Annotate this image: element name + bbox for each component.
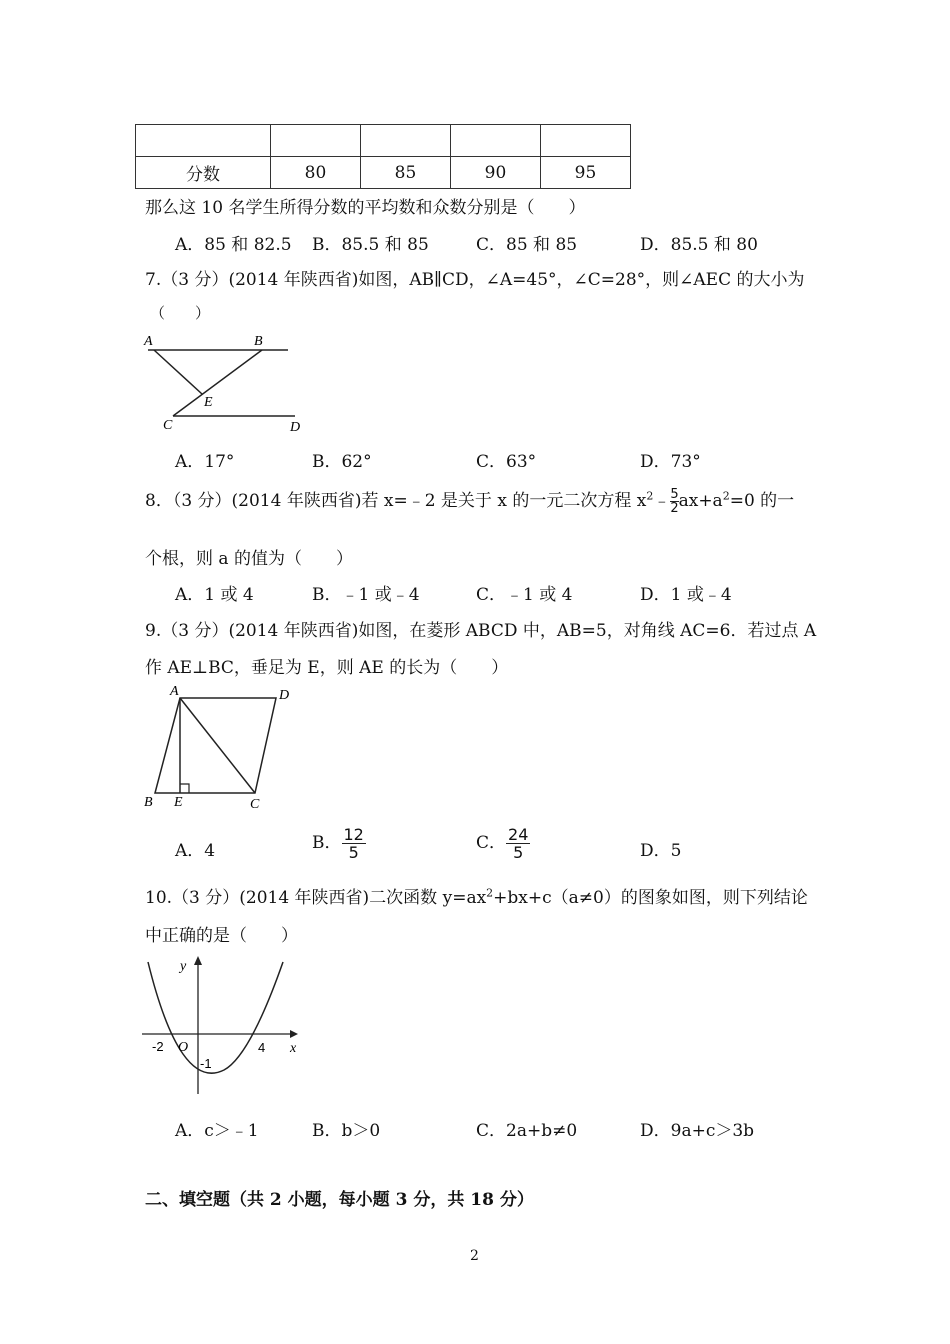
parabola-curve (148, 962, 283, 1073)
x-axis-arrow (290, 1030, 298, 1038)
label-x: x (290, 1041, 297, 1056)
table-cell: 95 (541, 157, 631, 189)
label-a: A (144, 334, 153, 349)
q9-figure (140, 682, 300, 812)
q7-option-b: B．62° (312, 452, 372, 472)
label-d: D (279, 688, 290, 703)
rhombus-abcd (155, 698, 276, 793)
score-table (135, 124, 631, 189)
q9-option-c-prefix: C． (476, 833, 507, 853)
label-neg2: -2 (152, 1039, 164, 1054)
q6-option-c: C．85 和 85 (476, 235, 578, 255)
line-ae (154, 350, 202, 394)
q10-option-c: C．2a+b≠0 (476, 1121, 578, 1141)
label-b: B (254, 334, 263, 349)
q8-frac-den: 2 (670, 501, 679, 516)
q10-stem-cont: 中正确的是（ ） (145, 926, 298, 946)
label-4: 4 (258, 1040, 266, 1055)
label-c: C (163, 418, 173, 433)
q7-option-d: D．73° (640, 452, 701, 472)
q10-stem-post: +bx+c（a≠0）的图象如图，则下列结论 (493, 888, 808, 908)
q7-stem: 7.（3 分）(2014 年陕西省)如图，AB∥CD，∠A=45°，∠C=28°，则∠AEC 的大小为 (145, 270, 805, 290)
q10-sup: 2 (486, 886, 494, 900)
q7-option-c: C．63° (476, 452, 537, 472)
label-y: y (180, 959, 187, 974)
q9-option-c (476, 826, 530, 861)
q8-option-c: C．﹣1 或 4 (476, 585, 573, 605)
label-neg1: -1 (200, 1056, 212, 1071)
table-cell (541, 125, 631, 157)
table-cell (271, 125, 361, 157)
q6-text: 那么这 10 名学生所得分数的平均数和众数分别是（ ） (145, 198, 586, 218)
q8-stem-post: =0 的一 (729, 491, 795, 511)
q8-option-a: A．1 或 4 (175, 585, 254, 605)
q6-option-d: D．85.5 和 80 (640, 235, 758, 255)
q10-figure (140, 952, 310, 1102)
label-e: E (204, 395, 213, 410)
q9-option-a: A．4 (175, 841, 216, 861)
line-bc (173, 350, 262, 416)
page-number: 2 (470, 1248, 479, 1264)
table-cell: 90 (451, 157, 541, 189)
q8-sup1: 2 (646, 489, 654, 503)
table-cell: 80 (271, 157, 361, 189)
table-header-row (136, 125, 631, 157)
label-e: E (174, 795, 183, 810)
label-a: A (170, 684, 179, 699)
label-d: D (290, 420, 301, 435)
label-c: C (250, 797, 260, 812)
q8-stem-cont: 个根，则 a 的值为（ ） (145, 549, 353, 569)
table-cell (136, 125, 271, 157)
section-heading: 二、填空题（共 2 小题，每小题 3 分，共 18 分） (145, 1190, 534, 1210)
q7-stem-cont: （ ） (150, 304, 211, 322)
q8-fraction (670, 488, 678, 515)
frac-numerator: 12 (343, 825, 364, 844)
q7-option-a: A．17° (175, 452, 235, 472)
q8-sup2: 2 (722, 489, 730, 503)
q8-minus: ﹣ (653, 491, 671, 511)
q10-option-d: D．9a+c＞3b (640, 1121, 755, 1141)
q8-stem-pre: 8．（3 分）(2014 年陕西省)若 x=﹣2 是关于 x 的一元二次方程 x (145, 491, 647, 511)
q9-option-b-fraction (342, 826, 366, 861)
y-axis-arrow (194, 956, 202, 965)
q10-option-a: A．c＞﹣1 (175, 1121, 259, 1141)
q7-figure (140, 330, 310, 440)
diagonal-ac (180, 698, 255, 793)
q9-stem: 9.（3 分）(2014 年陕西省)如图，在菱形 ABCD 中，AB=5，对角线 AC=6．若过点 A (145, 621, 817, 641)
frac-denominator: 5 (513, 843, 524, 862)
q10-option-b: B．b＞0 (312, 1121, 381, 1141)
right-angle-mark (180, 784, 189, 793)
q8-option-d: D．1 或﹣4 (640, 585, 732, 605)
table-cell (361, 125, 451, 157)
q10-stem-pre: 10.（3 分）(2014 年陕西省)二次函数 y=ax (145, 888, 487, 908)
table-cell (451, 125, 541, 157)
table-row (136, 157, 631, 189)
q6-option-a: A．85 和 82.5 (175, 235, 292, 255)
label-b: B (144, 795, 153, 810)
q8-stem (145, 486, 794, 515)
q9-option-b (312, 826, 366, 861)
q8-option-b: B．﹣1 或﹣4 (312, 585, 420, 605)
q8-stem-mid: ax+a (678, 491, 723, 511)
q10-stem (145, 883, 808, 908)
frac-numerator: 24 (508, 825, 529, 844)
q9-stem-cont: 作 AE⊥BC，垂足为 E，则 AE 的长为（ ） (145, 658, 509, 678)
q8-frac-num: 5 (670, 487, 679, 502)
q9-option-d: D．5 (640, 841, 682, 861)
table-cell: 85 (361, 157, 451, 189)
q6-option-b: B．85.5 和 85 (312, 235, 429, 255)
table-row-label: 分数 (136, 157, 271, 189)
label-origin: O (178, 1040, 189, 1055)
q9-option-c-fraction (506, 826, 530, 861)
frac-denominator: 5 (348, 843, 359, 862)
q9-option-b-prefix: B． (312, 833, 342, 853)
